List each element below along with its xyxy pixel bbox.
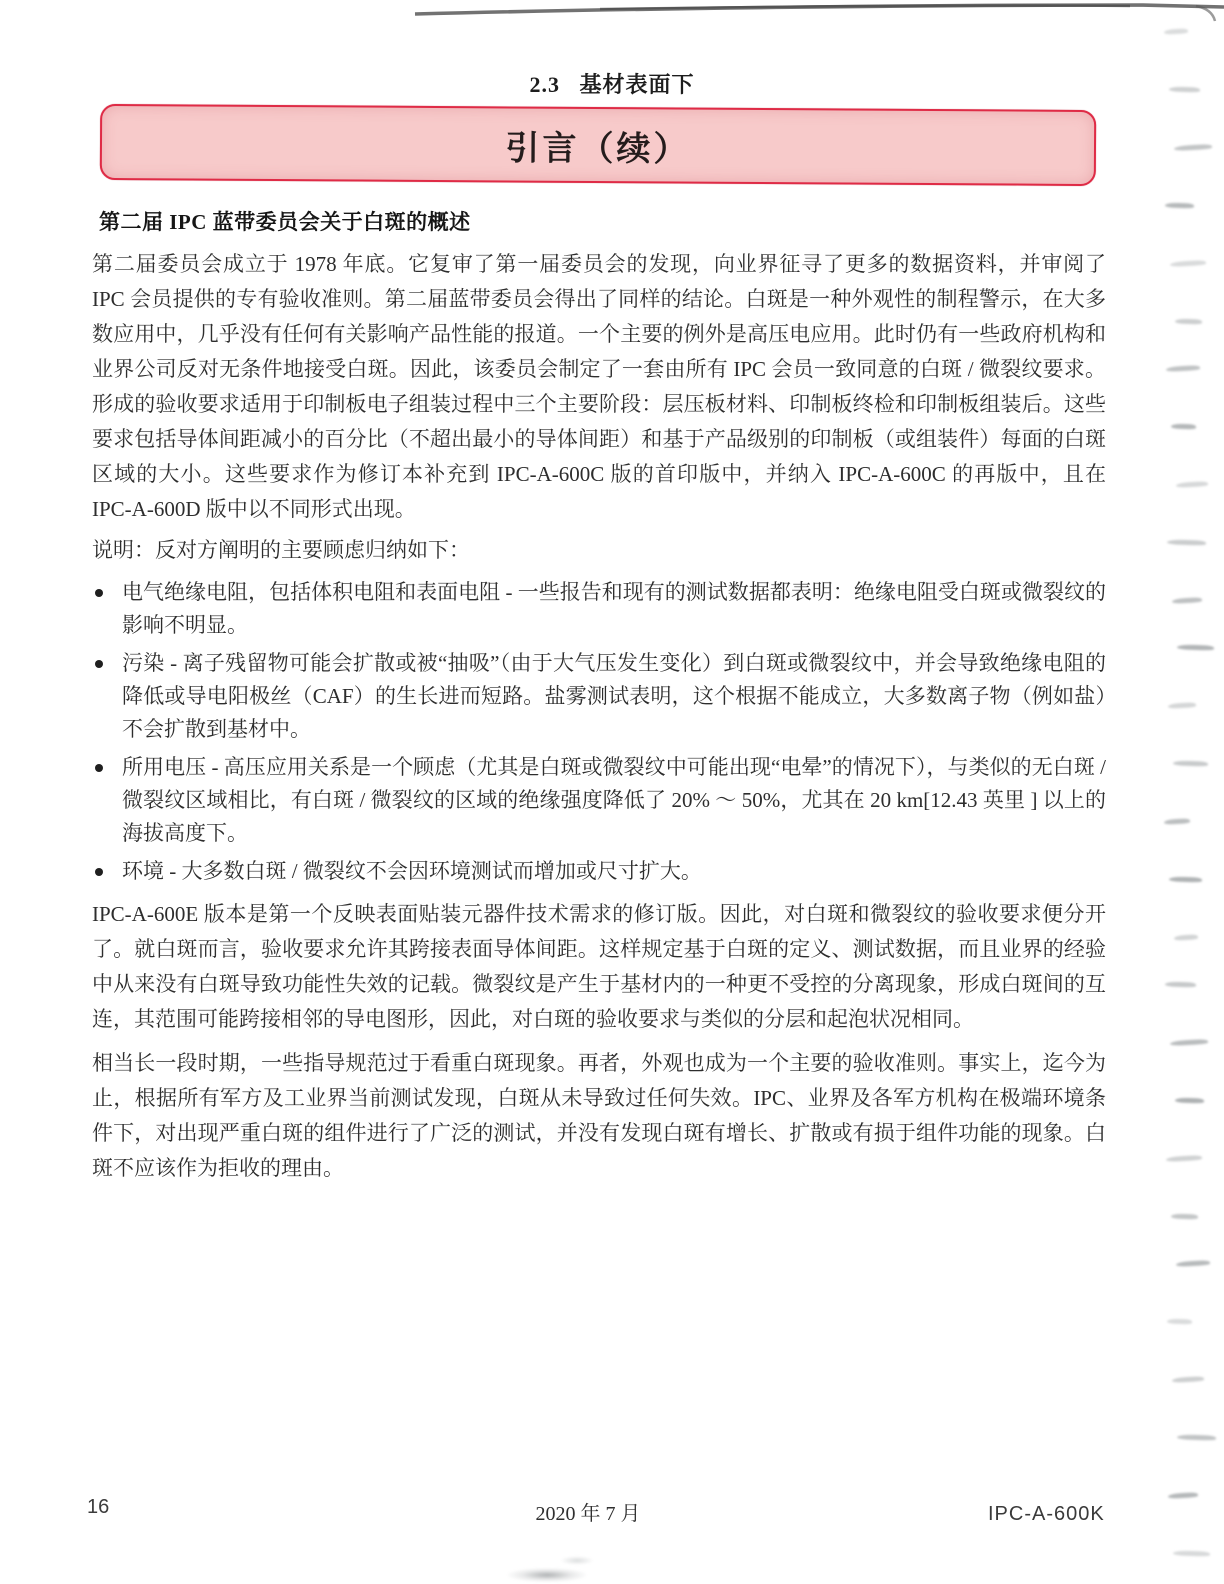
- footer-doc-id: IPC-A-600K: [988, 1503, 1105, 1525]
- binding-mark: [1166, 365, 1200, 372]
- title-banner: [100, 104, 1096, 186]
- binding-mark: [1164, 28, 1188, 34]
- bullet-icon: [95, 764, 103, 772]
- paragraph-2: IPC-A-600E 版本是第一个反映表面贴装元器件技术需求的修订版。因此，对白斑和微裂纹的验收要求便分开了。就白斑而言，验收要求允许其跨接表面导体间距。这样规定基于白斑的定义、测试数据，而且业界的经验中从来没有白斑导致功能性失效的记载。微裂纹是产生于基材内的一种更不受控的分离现象，形成白斑间的互连，其范围可能跨接相邻的导电图形，因此，对白斑的验收要求与类似的分层和起泡状况相同。: [92, 902, 1106, 1031]
- paragraph-1: 第二届委员会成立于 1978 年底。它复审了第一届委员会的发现，向业界征寻了更多的数据资料，并审阅了 IPC 会员提供的专有验收准则。第二届蓝带委员会得出了同样的结论。白斑是一种外观性的制程警示，在大多数应用中，几乎没有任何有关影响产品性能的报道。一个主要的例外是高压电应用。此时仍有一些政府机构和业界公司反对无条件地接受白斑。因此，该委员会制定了一套由所有 IPC 会员一致同意的白斑 / 微裂纹要求。形成的验收要求适用于印制板电子组装过程中三个主要阶段：层压板材料、印制板终检和印制板组装后。这些要求包括导体间距减小的百分比（不超出最小的导体间距）和基于产品级别的印制板（或组装件）每面的白斑区域的大小。这些要求作为修订本补充到 IPC-A-600C 版的首印版中，并纳入 IPC-A-600C 的再版中，且在 IPC-A-600D 版中以不同形式出现。: [92, 252, 1106, 521]
- concern-list: [92, 576, 1106, 888]
- document-heading: 第二届 IPC 蓝带委员会关于白斑的概述: [99, 210, 471, 234]
- binding-mark: [1173, 1550, 1210, 1556]
- bullet-icon: [95, 660, 103, 668]
- list-item-text: 污染 - 离子残留物可能会扩散或被“抽吸”（由于大气压发生变化）到白斑或微裂纹中，并会导致绝缘电阻的降低或导电阳极丝（CAF）的生长进而短路。盐雾测试表明，这个根据不能成立，大多数离子物（例如盐）不会扩散到基材中。: [122, 651, 1106, 741]
- binding-mark: [1167, 1319, 1192, 1325]
- binding-mark: [1177, 1434, 1216, 1440]
- binding-mark: [1170, 1039, 1208, 1046]
- binding-mark: [1168, 702, 1196, 708]
- bullet-icon: [95, 868, 103, 876]
- list-item-text: 所用电压 - 高压应用关系是一个顾虑（尤其是白斑或微裂纹中可能出现“电晕”的情况下），与类似的无白斑 / 微裂纹区域相比，有白斑 / 微裂纹的区域的绝缘强度降低了 20% ～ 50%，尤其在 20 km[12.43 英里 ] 以上的海拔高度下。: [122, 755, 1106, 845]
- binding-mark: [1171, 424, 1196, 430]
- binding-mark: [1172, 597, 1202, 604]
- binding-mark: [1165, 981, 1196, 987]
- list-item: [92, 576, 1106, 642]
- scan-smudge: [508, 1568, 586, 1582]
- binding-mark: [1174, 934, 1198, 940]
- binding-mark: [1174, 144, 1212, 151]
- binding-mark: [1177, 644, 1214, 650]
- binding-mark: [1176, 1260, 1210, 1267]
- scan-smudge: [560, 1556, 594, 1565]
- scan-edge-artifact: [0, 0, 1224, 44]
- section-header: 2.3 基材表面下: [529, 72, 695, 97]
- paragraph-3: 相当长一段时期，一些指导规范过于看重白斑现象。再者，外观也成为一个主要的验收准则。事实上，迄今为止，根据所有军方及工业界当前测试发现，白斑从未导致过任何失效。IPC、业界及各军方机构在极端环境条件下，对出现严重白斑的组件进行了广泛的测试，并没有发现白斑有增长、扩散或有损于组件功能的现象。白斑不应该作为拒收的理由。: [92, 1051, 1106, 1180]
- binding-mark: [1166, 1155, 1202, 1162]
- binding-mark: [1167, 539, 1206, 545]
- binding-mark: [1172, 1376, 1204, 1383]
- bullet-icon: [95, 589, 103, 597]
- binding-mark: [1171, 1214, 1198, 1220]
- binding-mark: [1170, 260, 1206, 267]
- body-text: [92, 247, 1106, 1186]
- banner-title: 引言（续）: [505, 129, 691, 169]
- binding-mark: [1165, 202, 1194, 208]
- binding-mark: [1175, 319, 1202, 325]
- note-line: 说明：反对方阐明的主要顾虑归纳如下：: [92, 538, 470, 562]
- list-item: [92, 855, 1106, 888]
- binding-mark: [1169, 876, 1202, 882]
- binding-shadow-marks: [1154, 0, 1224, 1584]
- binding-mark: [1164, 818, 1190, 824]
- binding-mark: [1173, 760, 1208, 766]
- list-item-text: 电气绝缘电阻，包括体积电阻和表面电阻 - 一些报告和现有的测试数据都表明：绝缘电阻受白斑或微裂纹的影响不明显。: [122, 580, 1106, 637]
- binding-mark: [1176, 481, 1208, 488]
- page-number: 16: [87, 1496, 110, 1518]
- list-item: [92, 647, 1106, 746]
- binding-mark: [1175, 1097, 1204, 1103]
- list-item-text: 环境 - 大多数白斑 / 微裂纹不会因环境测试而增加或尺寸扩大。: [122, 859, 702, 883]
- list-item: [92, 751, 1106, 850]
- footer-date: 2020 年 7 月: [535, 1503, 641, 1525]
